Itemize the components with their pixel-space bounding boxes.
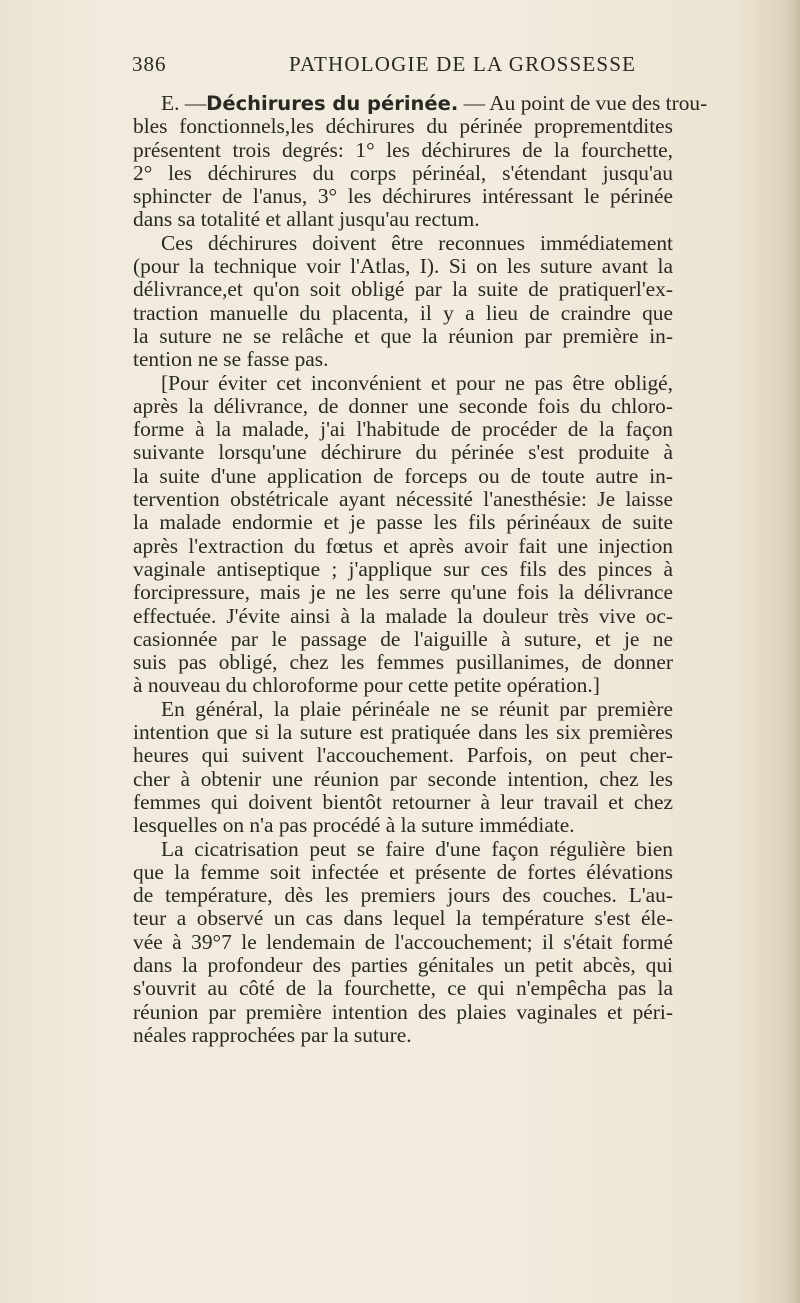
text-line: délivrance,et qu'on soit obligé par la suite de pratiquerl'ex- <box>133 277 673 302</box>
running-title: PATHOLOGIE DE LA GROSSESSE <box>289 52 637 76</box>
text-line: tervention obstétricale ayant nécessité l'anesthésie: Je laisse <box>133 487 673 512</box>
text-line: la malade endormie et je passe les fils périnéaux de suite <box>133 510 673 535</box>
text-line: dans la profondeur des parties génitales un petit abcès, qui <box>133 952 673 977</box>
text-line: heures qui suivent l'accouchement. Parfois, on peut cher- <box>133 743 673 768</box>
text-line: 2° les déchirures du corps périnéal, s'étendant jusqu'au <box>133 160 673 185</box>
text-line: suivante lorsqu'une déchirure du périnée s'est produite à <box>133 440 673 465</box>
text-line: lesquelles on n'a pas procédé à la suture immédiate. <box>133 813 575 838</box>
text-line: vaginale antiseptique ; j'applique sur ces fils des pinces à <box>133 556 673 581</box>
paragraph-procedure-note <box>133 372 673 698</box>
text-line: bles fonctionnels,les déchirures du périnée proprementdites <box>133 114 673 139</box>
text-line: que la femme soit infectée et présente de fortes élévations <box>133 859 673 884</box>
text-line: femmes qui doivent bientôt retourner à leur travail et chez <box>133 789 673 814</box>
text-line: tention ne se fasse pas. <box>133 347 329 372</box>
text-line: réunion par première intention des plaies vaginales et péri- <box>133 999 673 1024</box>
text-line: cher à obtenir une réunion par seconde intention, chez les <box>133 766 673 791</box>
section-letter: E. — <box>161 91 207 115</box>
text-line: la suite d'une application de forceps ou de toute autre in- <box>133 463 673 488</box>
text-line: effectuée. J'évite ainsi à la malade la douleur très vive oc- <box>133 603 673 628</box>
text-line: de température, dès les premiers jours des couches. L'au- <box>133 883 673 908</box>
text-line: sphincter de l'anus, 3° les déchirures intéressant le périnée <box>133 184 673 209</box>
text-line: casionnée par le passage de l'aiguille à suture, et je ne <box>133 626 673 651</box>
paragraph-healing-timing <box>133 698 673 838</box>
text-line: après l'extraction du fœtus et après avoir fait une injection <box>133 533 673 558</box>
paragraph-perineal-tears <box>133 91 708 232</box>
page-number: 386 <box>132 52 167 76</box>
text-line: après la délivrance, de donner une seconde fois du chloro- <box>133 393 673 418</box>
text-line: s'ouvrit au côté de la fourchette, ce qui n'empêcha pas la <box>133 976 673 1001</box>
text-line: à nouveau du chloroforme pour cette petite opération.] <box>133 673 600 698</box>
section-heading: Déchirures du périnée. <box>206 92 459 115</box>
text-line: suis pas obligé, chez les femmes pusillanimes, de donner <box>133 650 673 675</box>
running-head <box>132 52 672 82</box>
text-line: forcipressure, mais je ne les serre qu'une fois la délivrance <box>133 580 673 605</box>
text-line <box>133 91 708 115</box>
text-line: teur a observé un cas dans lequel la température s'est éle- <box>133 906 673 931</box>
text-line: la suture ne se relâche et que la réunion par première in- <box>133 323 673 348</box>
text-line: présentent trois degrés: 1° les déchirures de la fourchette, <box>133 137 673 162</box>
paragraph-recognition <box>133 232 673 372</box>
main-text <box>133 91 708 1047</box>
text-line: dans sa totalité et allant jusqu'au rectum. <box>133 207 480 232</box>
text-line: [Pour éviter cet inconvénient et pour ne pas être obligé, <box>161 370 673 395</box>
text-line: forme à la malade, j'ai l'habitude de procéder de la façon <box>133 417 673 442</box>
paragraph-cicatrisation <box>133 838 673 1048</box>
text-line: néales rapprochées par la suture. <box>133 1022 412 1047</box>
text-line: traction manuelle du placenta, il y a lieu de craindre que <box>133 300 673 325</box>
text-line: Ces déchirures doivent être reconnues immédiatement <box>161 230 673 255</box>
text-line: En général, la plaie périnéale ne se réunit par première <box>161 696 673 721</box>
text-line: (pour la technique voir l'Atlas, I). Si on les suture avant la <box>133 254 673 279</box>
text-run: — Au point de vue des trou- <box>458 91 708 115</box>
text-line: intention que si la suture est pratiquée dans les six premières <box>133 720 673 745</box>
text-line: vée à 39°7 le lendemain de l'accouchement; il s'était formé <box>133 929 673 954</box>
page-edge-shadow <box>786 0 800 1303</box>
text-line: La cicatrisation peut se faire d'une façon régulière bien <box>161 836 673 861</box>
